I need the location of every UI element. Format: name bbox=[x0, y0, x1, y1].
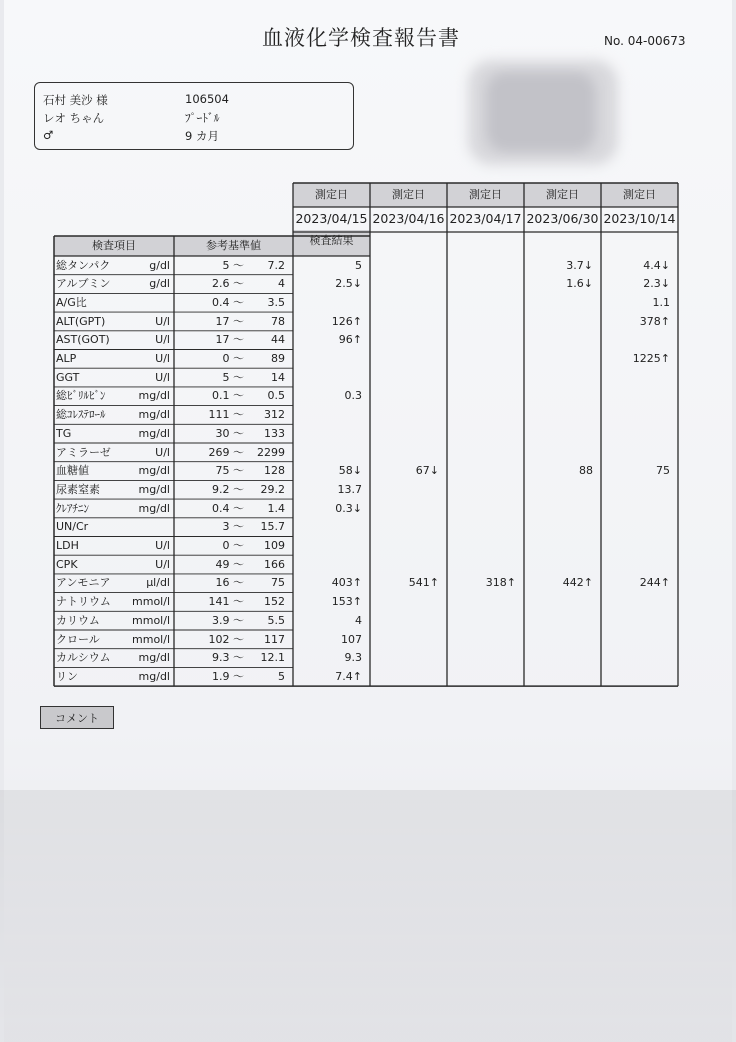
ref-high: 166 bbox=[264, 557, 285, 571]
ref-low: 111 〜 bbox=[208, 408, 244, 422]
result-value: 88 bbox=[579, 464, 593, 478]
header-ref: 参考基準値 bbox=[206, 239, 261, 252]
test-name: クロール bbox=[56, 632, 100, 646]
ref-low: 0 〜 bbox=[222, 539, 244, 552]
ref-low: 75 〜 bbox=[215, 464, 244, 478]
header-item: 検査項目 bbox=[92, 239, 136, 252]
ref-high: 152 bbox=[264, 595, 285, 609]
ref-low: 5 〜 bbox=[222, 258, 244, 272]
result-value: 0.3↓ bbox=[335, 501, 362, 515]
test-unit: mmol/l bbox=[132, 632, 170, 646]
result-value: 67↓ bbox=[415, 464, 439, 478]
test-name: TG bbox=[56, 426, 72, 440]
ref-low: 9.3 〜 bbox=[212, 651, 244, 665]
report-number: No. 04-00673 bbox=[604, 34, 686, 48]
result-value: 107 bbox=[341, 632, 362, 646]
ref-high: 14 bbox=[271, 370, 285, 384]
ref-low: 0 〜 bbox=[222, 352, 244, 365]
measure-date-label: 測定日 bbox=[623, 188, 656, 201]
test-unit: mg/dl bbox=[138, 464, 170, 478]
ref-high: 117 bbox=[264, 632, 285, 646]
test-name: ALP bbox=[56, 352, 77, 365]
test-unit: U/l bbox=[155, 370, 170, 384]
ref-low: 17 〜 bbox=[215, 314, 244, 328]
measure-date-label: 測定日 bbox=[546, 188, 579, 201]
result-value: 5 bbox=[355, 258, 362, 272]
result-value: 1.1 bbox=[652, 295, 670, 309]
test-unit: U/l bbox=[155, 314, 170, 328]
result-value: 75 bbox=[656, 464, 670, 478]
test-unit: U/l bbox=[155, 539, 170, 552]
measure-date-label: 測定日 bbox=[392, 188, 425, 201]
test-unit: mg/dl bbox=[138, 501, 170, 515]
result-value: 126↑ bbox=[331, 314, 362, 328]
test-name: A/G比 bbox=[56, 295, 87, 309]
result-value: 378↑ bbox=[639, 314, 670, 328]
test-unit: mg/dl bbox=[138, 651, 170, 665]
ref-high: 2299 bbox=[257, 445, 285, 459]
test-name: リン bbox=[56, 669, 78, 683]
pet-breed: ﾌﾟｰﾄﾞﾙ bbox=[185, 111, 220, 125]
measure-date-label: 測定日 bbox=[469, 188, 502, 201]
test-unit: U/l bbox=[155, 352, 170, 365]
test-unit: mmol/l bbox=[132, 613, 170, 627]
test-unit: μl/dl bbox=[146, 576, 170, 590]
measure-date: 2023/04/17 bbox=[449, 212, 522, 226]
ref-low: 141 〜 bbox=[208, 595, 244, 609]
result-value: 3.7↓ bbox=[566, 258, 593, 272]
ref-high: 1.4 bbox=[267, 501, 285, 515]
result-value: 541↑ bbox=[408, 576, 439, 590]
ref-low: 30 〜 bbox=[215, 426, 244, 440]
ref-low: 1.9 〜 bbox=[212, 669, 244, 683]
ref-low: 269 〜 bbox=[208, 445, 244, 459]
test-unit: U/l bbox=[155, 333, 170, 347]
result-value: 1225↑ bbox=[632, 352, 670, 365]
result-value: 96↑ bbox=[338, 333, 362, 347]
test-name: GGT bbox=[56, 370, 80, 384]
test-name: アンモニア bbox=[56, 576, 111, 590]
ref-low: 17 〜 bbox=[215, 333, 244, 347]
ref-low: 3.9 〜 bbox=[212, 613, 244, 627]
patient-id: 106504 bbox=[185, 92, 229, 106]
test-unit: mmol/l bbox=[132, 595, 170, 609]
test-name: ｸﾚｱﾁﾆﾝ bbox=[56, 501, 89, 515]
test-name: 尿素窒素 bbox=[56, 482, 100, 496]
ref-high: 128 bbox=[264, 464, 285, 478]
comment-label: コメント bbox=[40, 706, 114, 729]
ref-low: 0.4 〜 bbox=[212, 295, 244, 309]
test-unit: g/dl bbox=[149, 277, 170, 291]
ref-low: 2.6 〜 bbox=[212, 277, 244, 291]
result-value: 1.6↓ bbox=[566, 277, 593, 291]
ref-high: 12.1 bbox=[260, 651, 285, 665]
result-value: 2.5↓ bbox=[335, 277, 362, 291]
result-value: 244↑ bbox=[639, 576, 670, 590]
test-name: カルシウム bbox=[56, 651, 111, 665]
test-unit: mg/dl bbox=[138, 482, 170, 496]
test-unit: U/l bbox=[155, 557, 170, 571]
test-name: アミラーゼ bbox=[56, 445, 111, 459]
ref-high: 133 bbox=[264, 426, 285, 440]
result-value: 403↑ bbox=[331, 576, 362, 590]
result-value: 4.4↓ bbox=[643, 258, 670, 272]
ref-low: 9.2 〜 bbox=[212, 482, 244, 496]
result-value: 0.3 bbox=[344, 389, 362, 403]
test-name: 血糖値 bbox=[56, 464, 89, 478]
result-value: 318↑ bbox=[485, 576, 516, 590]
measure-date: 2023/06/30 bbox=[526, 212, 599, 226]
test-name: 総ﾋﾞﾘﾙﾋﾞﾝ bbox=[56, 389, 106, 403]
result-value: 4 bbox=[355, 613, 362, 627]
result-value: 153↑ bbox=[331, 595, 362, 609]
test-name: ALT(GPT) bbox=[56, 314, 106, 328]
ref-low: 0.1 〜 bbox=[212, 389, 244, 403]
test-name: アルブミン bbox=[56, 277, 111, 291]
result-value: 9.3 bbox=[344, 651, 362, 665]
test-name: LDH bbox=[56, 539, 79, 552]
ref-high: 5 bbox=[278, 669, 285, 683]
ref-low: 5 〜 bbox=[222, 370, 244, 384]
ref-high: 109 bbox=[264, 539, 285, 552]
ref-high: 4 bbox=[278, 277, 285, 291]
result-value: 58↓ bbox=[338, 464, 362, 478]
test-unit: mg/dl bbox=[138, 408, 170, 422]
ref-low: 0.4 〜 bbox=[212, 501, 244, 515]
ref-low: 102 〜 bbox=[208, 632, 244, 646]
report-title: 血液化学検査報告書 bbox=[262, 26, 460, 50]
ref-high: 0.5 bbox=[267, 389, 285, 403]
ref-high: 3.5 bbox=[267, 295, 285, 309]
result-value: 442↑ bbox=[562, 576, 593, 590]
test-unit: mg/dl bbox=[138, 426, 170, 440]
test-unit: U/l bbox=[155, 445, 170, 459]
result-value: 7.4↑ bbox=[335, 669, 362, 683]
owner-name: 石村 美沙 様 bbox=[43, 93, 108, 107]
pet-age: 9 カ月 bbox=[185, 129, 219, 143]
result-value: 2.3↓ bbox=[643, 277, 670, 291]
ref-high: 75 bbox=[271, 576, 285, 590]
test-unit: mg/dl bbox=[138, 389, 170, 403]
measure-date: 2023/04/15 bbox=[295, 212, 368, 226]
ref-high: 5.5 bbox=[267, 613, 285, 627]
ref-high: 312 bbox=[264, 408, 285, 422]
pet-name: レオ ちゃん bbox=[43, 111, 105, 125]
test-name: カリウム bbox=[56, 613, 100, 627]
measure-date: 2023/04/16 bbox=[372, 212, 445, 226]
result-value: 13.7 bbox=[337, 482, 362, 496]
measure-date: 2023/10/14 bbox=[603, 212, 676, 226]
measure-date-label: 測定日 bbox=[315, 188, 348, 201]
test-unit: mg/dl bbox=[138, 669, 170, 683]
ref-high: 44 bbox=[271, 333, 285, 347]
ref-high: 78 bbox=[271, 314, 285, 328]
header-result: 検査結果 bbox=[309, 234, 354, 247]
test-name: 総タンパク bbox=[56, 258, 111, 272]
test-unit: g/dl bbox=[149, 258, 170, 272]
ref-low: 49 〜 bbox=[215, 557, 244, 571]
ref-high: 89 bbox=[271, 352, 285, 365]
ref-low: 16 〜 bbox=[215, 576, 244, 590]
ref-high: 29.2 bbox=[260, 482, 285, 496]
test-name: AST(GOT) bbox=[56, 333, 110, 347]
test-name: UN/Cr bbox=[56, 520, 89, 534]
test-name: CPK bbox=[56, 557, 78, 571]
ref-low: 3 〜 bbox=[222, 520, 244, 534]
pet-sex: ♂ bbox=[43, 128, 54, 142]
ref-high: 7.2 bbox=[267, 258, 285, 272]
ref-high: 15.7 bbox=[260, 520, 285, 534]
test-name: 総ｺﾚｽﾃﾛｰﾙ bbox=[56, 408, 106, 422]
test-name: ナトリウム bbox=[56, 595, 111, 609]
